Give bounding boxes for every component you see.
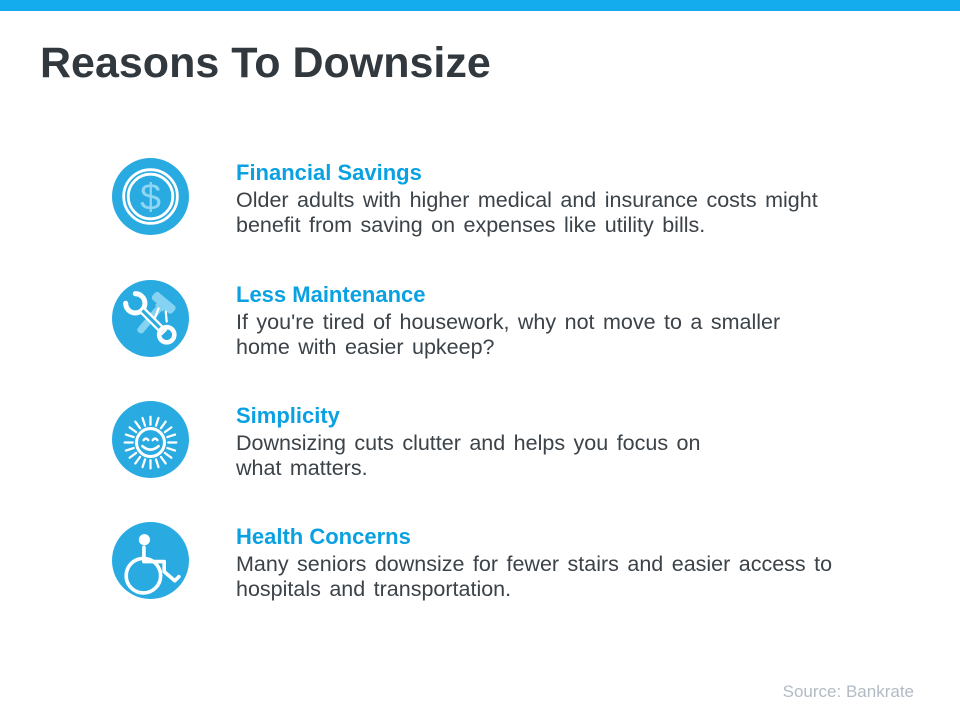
accent-bar <box>0 0 960 11</box>
reason-body-line: home with easier upkeep? <box>236 335 495 359</box>
reason-row-simplicity <box>112 401 876 481</box>
coin-icon <box>112 158 189 235</box>
reason-body-line: Older adults with higher medical and insurance costs might <box>236 188 818 212</box>
tools-icon <box>112 280 189 357</box>
svg-text:$: $ <box>140 175 161 218</box>
reason-body-line: benefit from saving on expenses like utility bills. <box>236 213 706 237</box>
reason-body-line: If you're tired of housework, why not move to a smaller <box>236 310 781 334</box>
reason-text-block <box>236 159 876 238</box>
reason-text-block <box>236 402 876 481</box>
reason-row-less-maintenance <box>112 280 876 360</box>
page-title: Reasons To Downsize <box>40 39 491 87</box>
reason-text-block <box>236 523 876 602</box>
reason-text-block <box>236 281 876 360</box>
reason-body-line: what matters. <box>236 456 368 480</box>
reason-heading: Less Maintenance <box>236 282 426 307</box>
wheelchair-icon <box>112 522 189 599</box>
reason-heading: Simplicity <box>236 403 340 428</box>
reason-row-health-concerns <box>112 522 876 602</box>
reason-body-line: hospitals and transportation. <box>236 577 512 601</box>
reason-heading: Financial Savings <box>236 160 422 185</box>
sun-icon <box>112 401 189 478</box>
reason-body-line: Many seniors downsize for fewer stairs and easier access to <box>236 552 833 576</box>
source-attribution: Source: Bankrate <box>782 682 914 701</box>
reason-body-line: Downsizing cuts clutter and helps you focus on <box>236 431 701 455</box>
reason-row-financial-savings <box>112 158 876 238</box>
reason-heading: Health Concerns <box>236 524 411 549</box>
